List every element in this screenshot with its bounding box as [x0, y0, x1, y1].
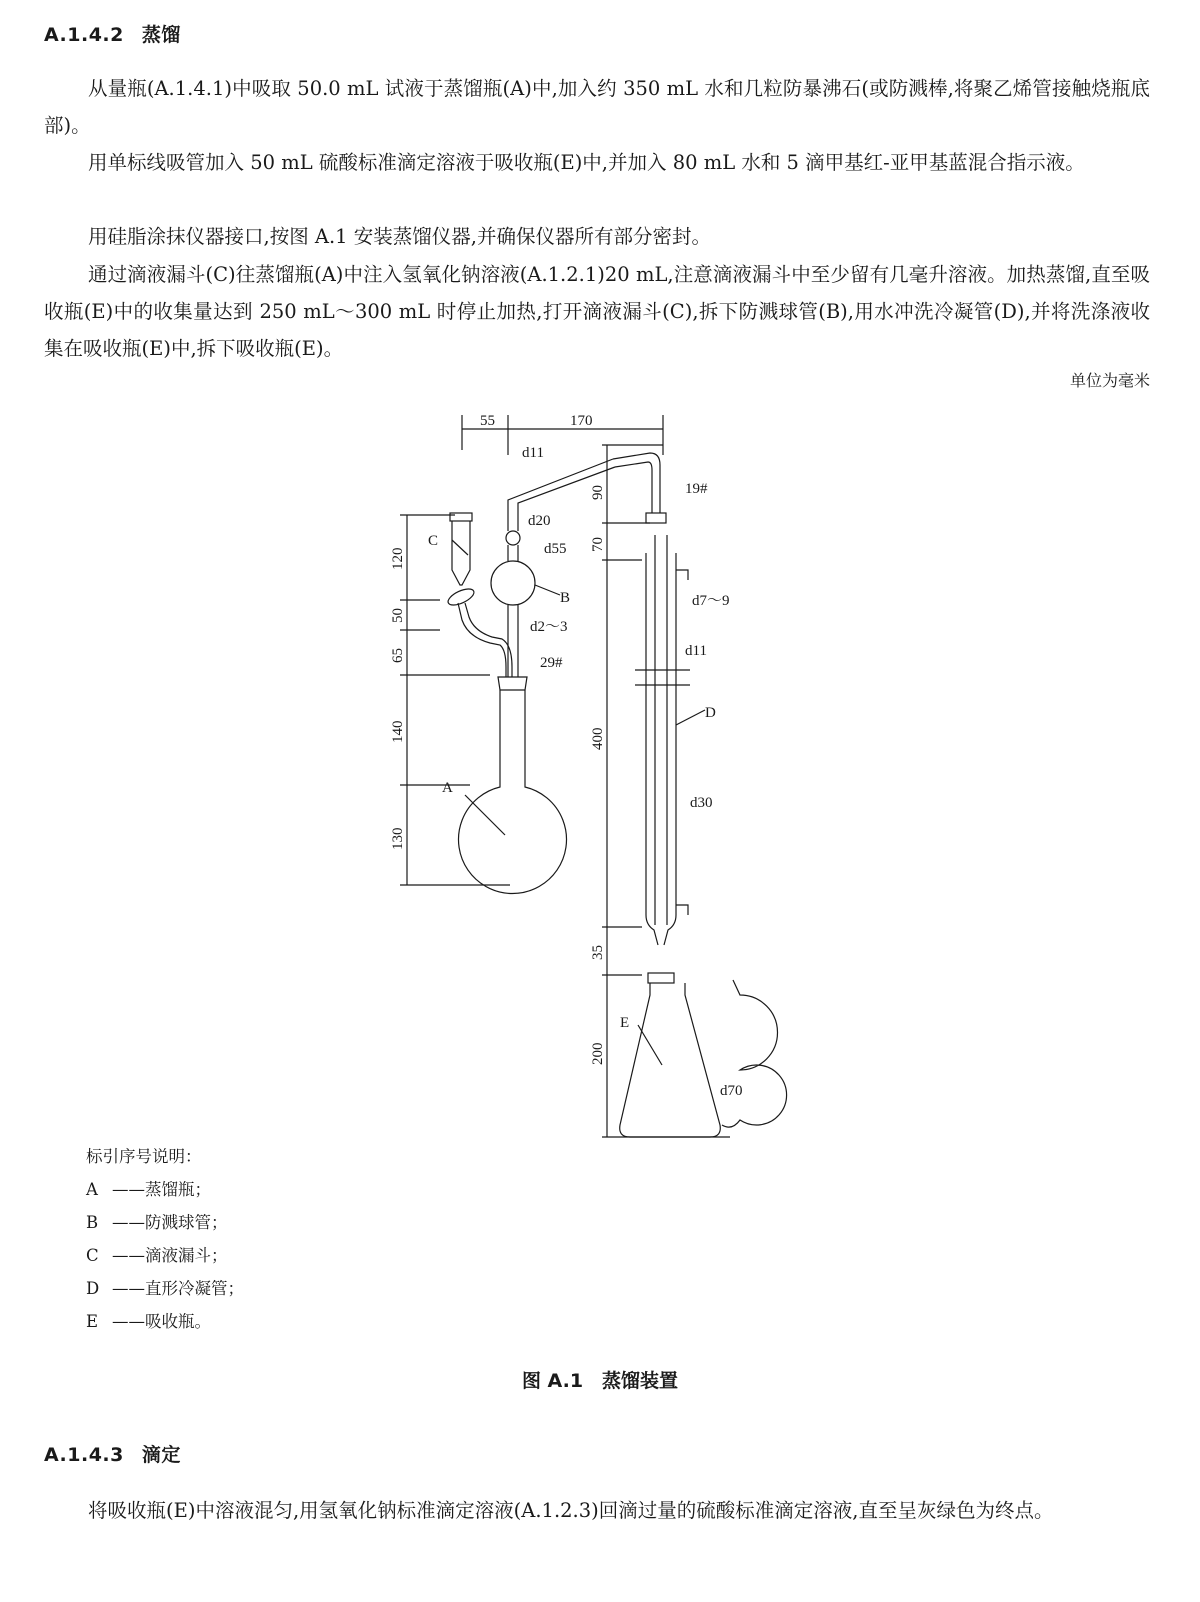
paragraph-1: 从量瓶(A.1.4.1)中吸取 50.0 mL 试液于蒸馏瓶(A)中,加入约 350 mL 水和几粒防暴沸石(或防溅棒,将聚乙烯管接触烧瓶底部)。 — [44, 77, 1150, 137]
dim-d11-cond: d11 — [685, 643, 707, 659]
dim-d2-3: d2～3 — [530, 619, 568, 635]
legend-item-a: A ——蒸馏瓶； — [86, 1180, 211, 1199]
legend-title: 标引序号说明： — [86, 1147, 202, 1166]
splash-bulb-b — [491, 445, 615, 677]
left-dimensions — [390, 515, 510, 885]
dim-120: 120 — [390, 547, 406, 570]
unit-note: 单位为毫米 — [1069, 371, 1150, 390]
legend-item-c: C ——滴液漏斗； — [86, 1246, 228, 1265]
dim-65: 65 — [390, 648, 406, 663]
paragraph-2: 用单标线吸管加入 50 mL 硫酸标准滴定溶液于吸收瓶(E)中,并加入 80 mL 水和 5 滴甲基红-亚甲基蓝混合指示液。 — [88, 151, 1085, 174]
section-heading-a143 — [44, 1440, 181, 1467]
section-number: A.1.4.3 — [44, 1444, 124, 1466]
paragraph-3: 用硅脂涂抹仪器接口,按图 A.1 安装蒸馏仪器,并确保仪器所有部分密封。 — [88, 225, 711, 248]
dim-400: 400 — [590, 727, 606, 750]
dim-d7-9: d7～9 — [692, 593, 730, 609]
dim-d55: d55 — [544, 541, 567, 557]
dim-d70: d70 — [720, 1083, 743, 1099]
label-e: E — [620, 1015, 630, 1031]
section-title: 滴定 — [141, 1444, 181, 1466]
dropping-funnel-c — [428, 513, 512, 677]
label-b: B — [560, 590, 571, 606]
dim-170: 170 — [570, 413, 593, 429]
right-dimensions — [590, 445, 730, 1137]
label-a: A — [442, 780, 453, 796]
section-number: A.1.4.2 — [44, 24, 124, 46]
figure-legend — [86, 1140, 244, 1338]
joint-29: 29# — [540, 655, 563, 671]
distillation-apparatus-figure — [380, 405, 820, 1165]
label-d: D — [705, 705, 716, 721]
dim-130: 130 — [390, 827, 406, 850]
dim-55: 55 — [480, 413, 495, 429]
section-title: 蒸馏 — [141, 24, 181, 46]
dim-35: 35 — [590, 945, 606, 960]
legend-item-e: E ——吸收瓶。 — [86, 1312, 211, 1331]
transfer-tube — [613, 453, 708, 523]
label-c: C — [428, 533, 439, 549]
section-heading-a142 — [44, 20, 181, 47]
paragraph-4: 通过滴液漏斗(C)往蒸馏瓶(A)中注入氢氧化钠溶液(A.1.2.1)20 mL,注意滴液漏斗中至少留有几毫升溶液。加热蒸馏,直至吸收瓶(E)中的收集量达到 250 mL～300 mL 时停止加热,打开滴液漏斗(C),拆下防溅球管(B),用水冲洗冷凝管(D),并将洗涤液收集在吸收瓶(E)中,拆下吸收瓶(E)。 — [44, 263, 1150, 360]
legend-item-b: B ——防溅球管； — [86, 1213, 228, 1232]
legend-item-d: D ——直形冷凝管； — [86, 1279, 244, 1298]
dim-200: 200 — [590, 1042, 606, 1065]
receiving-flask-e — [620, 973, 787, 1137]
dim-d11-top: d11 — [522, 445, 544, 461]
dim-70: 70 — [590, 537, 606, 552]
top-dimensions — [462, 413, 663, 455]
paragraph-5: 将吸收瓶(E)中溶液混匀,用氢氧化钠标准滴定溶液(A.1.2.3)回滴过量的硫酸标准滴定溶液,直至呈灰绿色为终点。 — [88, 1499, 1054, 1522]
dim-d20: d20 — [528, 513, 551, 529]
joint-19: 19# — [685, 481, 708, 497]
condenser-d — [635, 535, 730, 945]
figure-caption: 图 A.1 蒸馏装置 — [521, 1370, 679, 1392]
dim-90: 90 — [590, 485, 606, 500]
dim-140: 140 — [390, 720, 406, 743]
dim-d30: d30 — [690, 795, 713, 811]
dim-50: 50 — [390, 608, 406, 623]
